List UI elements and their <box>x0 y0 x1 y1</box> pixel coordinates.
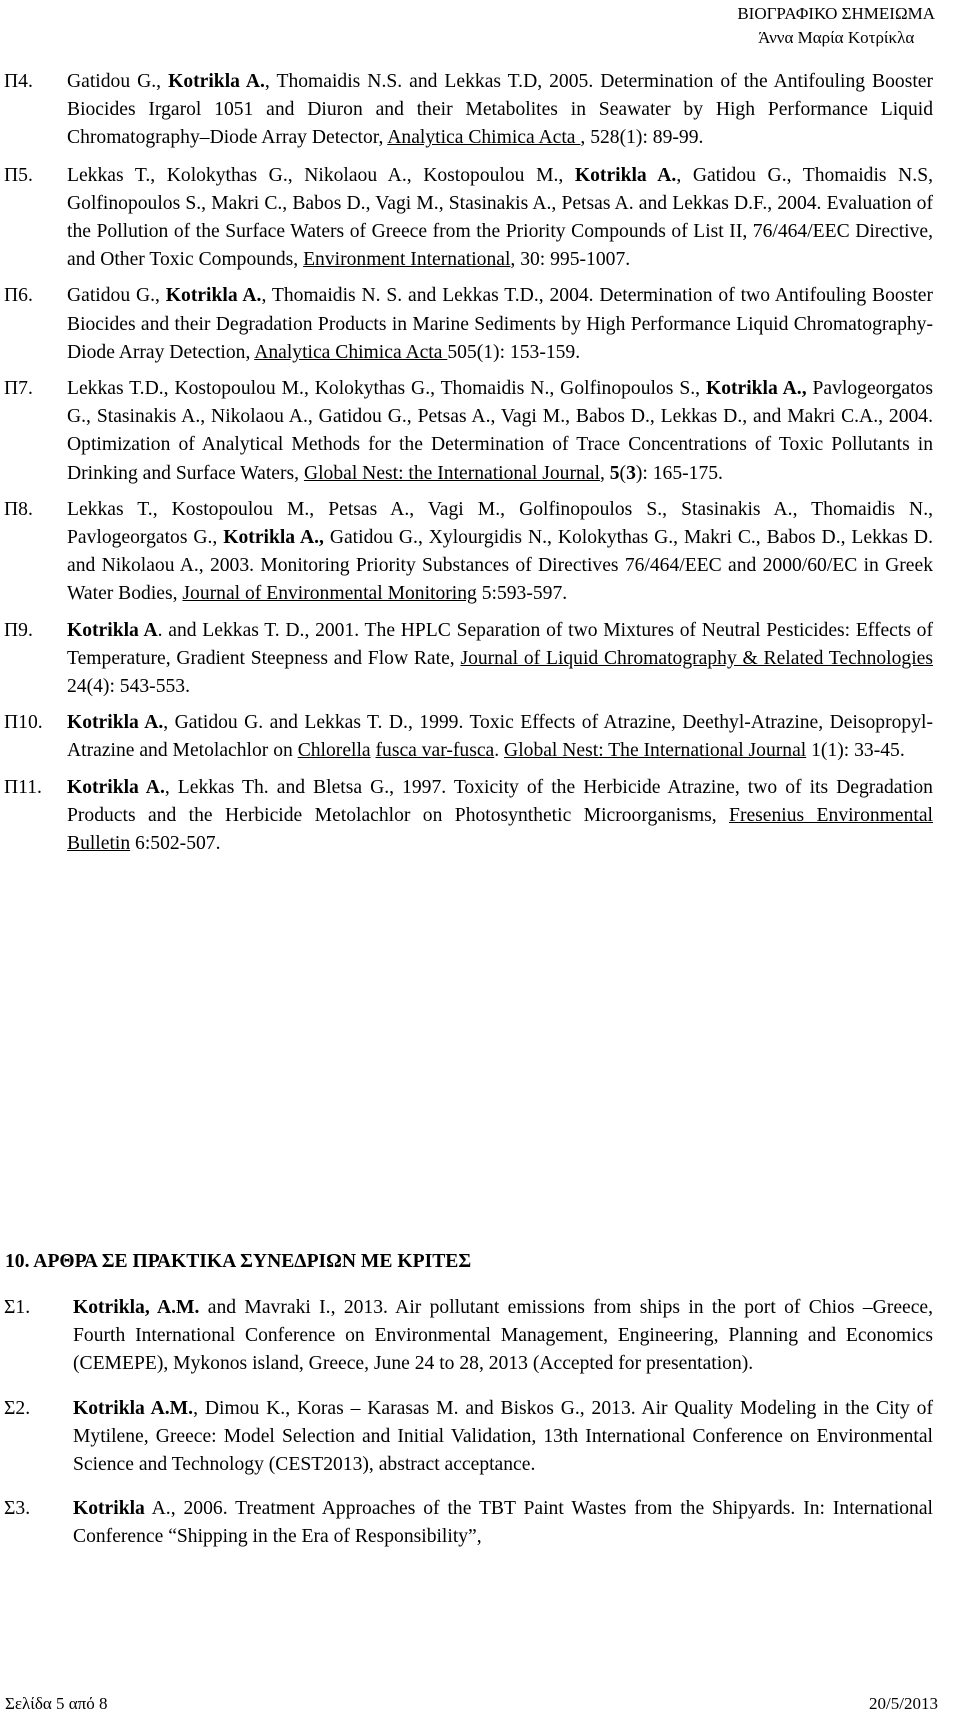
species-name: Chlorella <box>297 740 371 762</box>
journal-name: Journal of Environmental Monitoring <box>182 583 477 605</box>
publication-text: Lekkas T., Kolokythas G., Nikolaou A., Kostopoulou M., Kotrikla A., Gatidou G., Thomaidis N.S, Golfinopoulos S., Makri C., Babos D., Vagi M., Stasinakis A., Petsas A. and Lekkas D.F., 2004. Evaluation of the Pollution of the Surface Waters of Greece from the Priority Compounds of List II, 76/464/EEC Directive, and Other Toxic Compounds, Environment International, 30: 995-1007. <box>67 164 933 271</box>
header-title: ΒΙΟΓΡΑΦΙΚΟ ΣΗΜΕΙΩΜΑ <box>737 4 935 23</box>
footer-date: 20/5/2013 <box>869 1694 938 1713</box>
publication-number: Π6. <box>4 285 33 307</box>
conference-text: Kotrikla A.M., Dimou K., Koras – Karasas M. and Biskos G., 2013. Air Quality Modeling in the City of Mytilene, Greece: Model Selection and Initial Validation, 13th International Conference on Environmental Science and Technology (CEST2013), abstract acceptance. <box>73 1397 933 1476</box>
publication-text: Kotrikla A. and Lekkas T. D., 2001. The HPLC Separation of two Mixtures of Neutral Pesticides: Effects of Temperature, Gradient Steepness and Flow Rate, Journal of Liquid Chromatography & Related Technologies 24(4): 543-553. <box>67 619 934 698</box>
journal-name: Fresenius Environmental Bulletin <box>67 804 933 855</box>
publication-entry <box>0 162 960 275</box>
publication-entry <box>0 496 960 609</box>
publication-number: Π11. <box>4 776 42 798</box>
conference-papers-list <box>0 1294 960 1552</box>
conference-number: Σ2. <box>4 1397 31 1419</box>
conference-number: Σ1. <box>4 1297 31 1318</box>
publication-entry <box>0 282 960 367</box>
conference-entry <box>0 1395 960 1480</box>
publication-number: Π10. <box>4 712 43 734</box>
page-number: Σελίδα 5 από 8 <box>5 1694 108 1713</box>
publication-number: Π4. <box>4 71 33 92</box>
publication-text: Kotrikla A., Gatidou G. and Lekkas T. D., 1999. Toxic Effects of Atrazine, Deethyl-Atrazine, Deisopropyl-Atrazine and Metolachlor on Chlorella fusca var-fusca. Global Nest: The International Journal 1(1): 33-45. <box>67 712 933 762</box>
conference-text: Kotrikla A., 2006. Treatment Approaches of the TBT Paint Wastes from the Shipyards. In: International Conference “Shipping in the Era of Responsibility”, <box>73 1498 933 1548</box>
publication-text: Gatidou G., Kotrikla A., Thomaidis N.S. and Lekkas T.D, 2005. Determination of the Antifouling Booster Biocides Irgarol 1051 and Diuron and their Metabolites in Seawater by High Performance Liquid Chromatography–Diode Array Detector, Analytica Chimica Acta , 528(1): 89-99. <box>67 71 933 149</box>
publication-number: Π8. <box>4 498 33 520</box>
journal-name: Global Nest: The International Journal <box>504 740 807 762</box>
journal-name: Analytica Chimica Acta <box>387 127 581 149</box>
publication-entry <box>0 709 960 765</box>
conference-text: Kotrikla, A.M. and Mavraki I., 2013. Air pollutant emissions from ships in the port of Chios –Greece, Fourth International Conference on Environmental Management, Engineering, Planning and Economics (CEMEPE), Mykonos island, Greece, June 24 to 28, 2013 (Accepted for presentation). <box>73 1297 934 1375</box>
journal-name: Journal of Liquid Chromatography & Related Technologies <box>460 647 933 669</box>
publication-entry <box>0 375 960 488</box>
conference-entry <box>0 1495 960 1551</box>
publication-text: Lekkas T.D., Kostopoulou M., Kolokythas G., Thomaidis N., Golfinopoulos S., Kotrikla A., Pavlogeorgatos G., Stasinakis A., Nikolaou A., Gatidou G., Petsas A., Vagi M., Babos D., Lekkas D., and Makri C.A., 2004. Optimization of Analytical Methods for the Determination of Trace Concentrations of Toxic Pollutants in Drinking and Surface Waters, Global Nest: the International Journal, 5(3): 165-175. <box>67 378 933 484</box>
header-author-name: Άννα Μαρία Κοτρίκλα <box>758 28 915 47</box>
publication-number: Π5. <box>4 164 33 186</box>
publication-entry <box>0 68 960 153</box>
publication-text: Gatidou G., Kotrikla A., Thomaidis N. S. and Lekkas T.D., 2004. Determination of two Antifouling Booster Biocides and their Degradation Products in Marine Sediments by High Performance Liquid Chromatography-Diode Array Detection, Analytica Chimica Acta 505(1): 153-159. <box>67 285 933 363</box>
section-heading: 10. ΑΡΘΡΑ ΣΕ ΠΡΑΚΤΙΚΑ ΣΥΝΕΔΡΙΩΝ ΜΕ ΚΡΙΤΕΣ <box>5 1251 472 1272</box>
journal-name: Environment International <box>303 249 511 271</box>
journal-name: Global Nest: the International Journal <box>303 462 600 484</box>
conference-number: Σ3. <box>4 1498 31 1520</box>
conference-entry <box>0 1294 960 1379</box>
publication-text: Lekkas T., Kostopoulou M., Petsas A., Vagi M., Golfinopoulos S., Stasinakis A., Thomaidis N., Pavlogeorgatos G., Kotrikla A., Gatidou G., Xylourgidis N., Kolokythas G., Makri C., Babos D., Lekkas D. and Nikolaou A., 2003. Monitoring Priority Substances of Directives 76/464/EEC and 2000/60/EC in Greek Water Bodies, Journal of Environmental Monitoring 5:593-597. <box>67 498 933 605</box>
publication-text: Kotrikla A., Lekkas Th. and Bletsa G., 1997. Toxicity of the Herbicide Atrazine, two of its Degradation Products and the Herbicide Metolachlor on Photosynthetic Microorganisms, Fresenius Environmental Bulletin 6:502-507. <box>67 776 933 855</box>
journal-name: Analytica Chimica Acta <box>254 341 448 363</box>
journal-publications-list <box>0 68 960 858</box>
publication-number: Π9. <box>4 619 33 641</box>
document-header <box>737 2 935 50</box>
publication-number: Π7. <box>4 378 33 400</box>
publication-entry <box>0 774 960 859</box>
publication-entry <box>0 617 960 702</box>
species-variety: fusca var-fusca <box>375 740 495 762</box>
